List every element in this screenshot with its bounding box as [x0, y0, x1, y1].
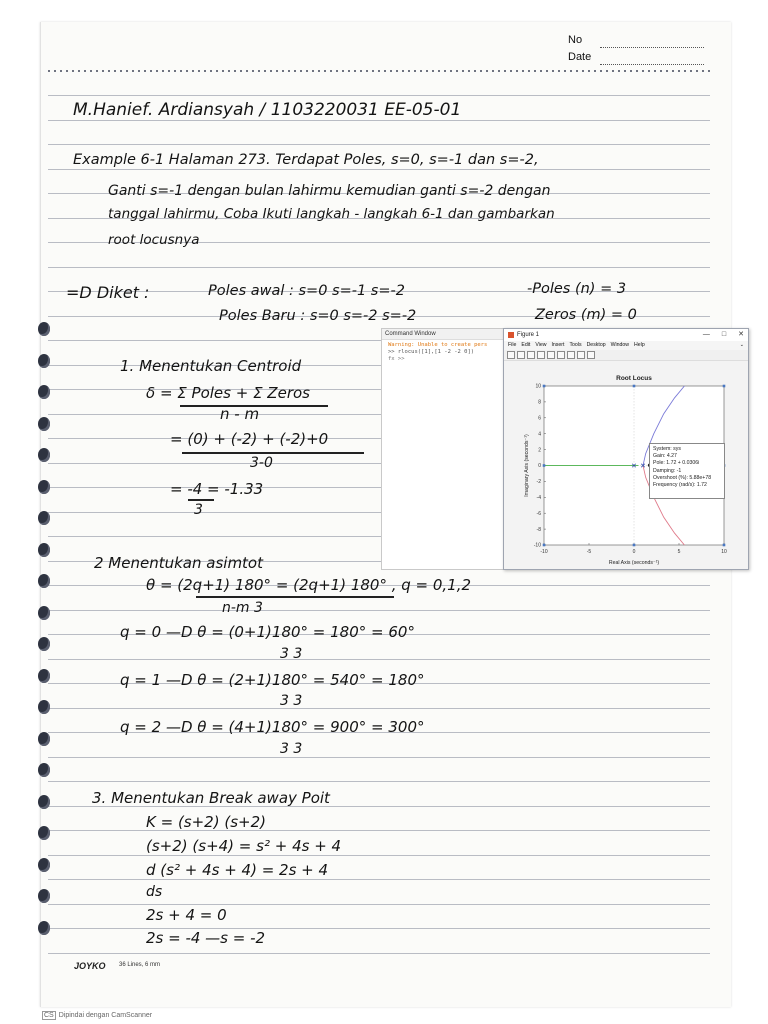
asymptote-q2-denominator: 3 3 [280, 741, 303, 757]
asymptote-q0: q = 0 —D θ = (0+1)180° = 180° = 60° [120, 623, 415, 641]
y-tick-label: 4 [538, 431, 541, 438]
centroid-result-denominator: 3 [194, 502, 203, 518]
camscanner-watermark [42, 1012, 152, 1019]
break-away-k: K = (s+2) (s+2) [146, 813, 266, 831]
centroid-denominator: n - m [220, 405, 260, 423]
notebook-spec: 36 Lines, 6 mm [119, 962, 161, 968]
y-tick-label: 8 [538, 399, 541, 406]
spiral-ring [38, 417, 50, 431]
y-axis-label: Imaginary Axis (seconds⁻¹) [524, 434, 530, 497]
ruled-line [48, 169, 710, 170]
asymptote-q1-denominator: 3 3 [280, 693, 303, 709]
datatip-gain: Gain: 4.27 [653, 453, 677, 460]
figure-window[interactable] [503, 328, 749, 570]
poles-baru: Poles Baru : s=0 s=-2 s=-2 [219, 308, 417, 324]
minimize-icon[interactable]: — [702, 331, 710, 338]
insert-colorbar-icon[interactable] [557, 351, 565, 359]
save-icon[interactable] [527, 351, 535, 359]
camscanner-logo: CS [44, 1012, 54, 1019]
x-tick-label: 0 [632, 549, 636, 555]
axes-handle [633, 544, 636, 547]
ruled-line [48, 879, 710, 880]
y-tick-label: 2 [538, 447, 541, 454]
figure-toolbar [504, 350, 748, 361]
menu-edit[interactable]: Edit [521, 342, 531, 348]
break-away-equation: 2s + 4 = 0 [146, 906, 227, 924]
datatip-damping: Damping: -1 [653, 467, 682, 474]
spiral-ring [38, 700, 50, 714]
ruled-line [48, 904, 710, 905]
ruled-line [48, 855, 710, 856]
fraction-bar [188, 499, 214, 501]
date-line [600, 64, 704, 66]
property-inspector-icon[interactable] [587, 351, 595, 359]
menu-help[interactable]: Help [634, 342, 645, 348]
zeros-count: Zeros (m) = 0 [535, 307, 637, 323]
menu-insert[interactable]: Insert [551, 342, 565, 348]
open-file-icon[interactable] [517, 351, 525, 359]
chevron-icon[interactable]: ⌄ [739, 342, 744, 348]
centroid-substitution: = (0) + (-2) + (-2)+0 [170, 430, 329, 448]
header-dotted-rule [48, 70, 710, 72]
example-line-3: tanggal lahirmu, Coba Ikuti langkah - langkah 6-1 dan gambarkan [108, 206, 555, 222]
figure-menubar [504, 341, 748, 350]
x-axis-label: Real Axis (seconds⁻¹) [608, 560, 660, 566]
name-line: M.Hanief. Ardiansyah / 1103220031 EE-05-01 [73, 100, 462, 120]
spiral-ring [38, 606, 50, 620]
ruled-line [48, 659, 710, 660]
y-tick-label: 6 [538, 415, 541, 422]
ruled-line [48, 757, 710, 758]
no-line [600, 47, 704, 49]
spiral-ring [38, 858, 50, 872]
centroid-formula: δ = Σ Poles + Σ Zeros [146, 384, 310, 402]
poles-count: -Poles (n) = 3 [527, 281, 627, 297]
step2-title: 2 Menentukan asimtot [94, 554, 263, 572]
axes-handle [633, 385, 636, 388]
menu-tools[interactable]: Tools [569, 342, 582, 348]
ruled-line [48, 144, 710, 145]
date-label: Date [568, 51, 592, 63]
fraction-bar [182, 452, 364, 454]
example-line-1: Example 6-1 Halaman 273. Terdapat Poles, s=0, s=-1 dan s=-2, [73, 152, 539, 168]
fraction-bar [196, 596, 394, 598]
command-warning: Warning: Unable to create pers [388, 342, 488, 348]
ruled-line [48, 120, 710, 121]
menu-desktop[interactable]: Desktop [586, 342, 606, 348]
spiral-ring [38, 637, 50, 651]
print-icon[interactable] [537, 351, 545, 359]
example-line-4: root locusnya [108, 232, 200, 248]
ruled-line [48, 953, 710, 954]
ruled-line [48, 708, 710, 709]
asymptote-q0-denominator: 3 3 [280, 646, 303, 662]
chart-title: Root Locus [616, 375, 652, 382]
axes-handle [543, 544, 546, 547]
axes-handle [723, 385, 726, 388]
spiral-ring [38, 889, 50, 903]
step3-title: 3. Menentukan Break away Poit [92, 789, 330, 807]
notebook-brand: JOYKO [74, 961, 106, 971]
datatip[interactable] [649, 443, 725, 499]
break-away-derivative: d (s² + 4s + 4) = 2s + 4 [146, 861, 329, 879]
root-locus-plot[interactable] [504, 361, 748, 569]
spiral-ring [38, 480, 50, 494]
y-tick-label: -8 [536, 526, 541, 533]
link-plot-icon[interactable] [547, 351, 555, 359]
step1-title: 1. Menentukan Centroid [120, 357, 302, 375]
menu-window[interactable]: Window [610, 342, 630, 348]
spiral-ring [38, 732, 50, 746]
maximize-icon[interactable]: □ [721, 331, 727, 338]
datatip-overshoot: Overshoot (%): 5.88e+78 [653, 474, 712, 481]
spiral-ring [38, 448, 50, 462]
y-tick-label: -4 [536, 495, 541, 501]
break-away-expansion: (s+2) (s+4) = s² + 4s + 4 [146, 837, 342, 855]
break-away-ds: ds [146, 884, 163, 900]
axes-handle [543, 385, 546, 388]
y-tick-label: -10 [533, 542, 541, 549]
spiral-ring [38, 354, 50, 368]
command-window-title: Command Window [382, 329, 504, 340]
break-away-solution: 2s = -4 —s = -2 [146, 929, 266, 947]
edit-plot-icon[interactable] [577, 351, 585, 359]
new-figure-icon[interactable] [507, 351, 515, 359]
spiral-ring [38, 322, 50, 336]
asymptote-denominator: n-m 3 [222, 600, 263, 616]
y-tick-label: -6 [536, 510, 541, 517]
axes-handle [543, 464, 546, 467]
ruled-line [48, 610, 710, 611]
spiral-ring [38, 669, 50, 683]
datatip-pole: Pole: 1.72 + 0.0306i [653, 460, 700, 467]
spiral-ring [38, 826, 50, 840]
spiral-ring [38, 543, 50, 557]
camscanner-text: Dipindai dengan CamScanner [58, 1012, 153, 1019]
x-tick-label: -10 [540, 549, 548, 555]
ruled-line [48, 781, 710, 782]
spiral-ring [38, 385, 50, 399]
axes-handle [723, 544, 726, 547]
x-tick-label: -5 [586, 549, 592, 555]
y-tick-label: 0 [538, 463, 541, 470]
ruled-line [48, 95, 710, 96]
asymptote-q1: q = 1 —D θ = (2+1)180° = 540° = 180° [120, 671, 425, 689]
asymptote-q2: q = 2 —D θ = (4+1)180° = 900° = 300° [120, 718, 425, 736]
centroid-result: = -4 = -1.33 [170, 480, 264, 498]
figure-titlebar[interactable] [504, 329, 748, 341]
spiral-ring [38, 921, 50, 935]
spiral-ring [38, 795, 50, 809]
spiral-ring [38, 763, 50, 777]
diket-label: =D Diket : [66, 283, 150, 302]
matlab-figure-icon [508, 332, 514, 338]
asymptote-formula: θ = (2q+1) 180° = (2q+1) 180° , q = 0,1,2 [146, 576, 472, 594]
close-icon[interactable]: ✕ [738, 331, 744, 338]
datatip-system: System: sys [653, 446, 681, 452]
command-window[interactable] [381, 328, 505, 570]
command-prompt[interactable]: fx >> [388, 356, 405, 362]
figure-title: Figure 1 [517, 332, 540, 338]
x-tick-label: 5 [677, 549, 681, 555]
y-tick-label: 10 [535, 383, 541, 390]
spiral-ring [38, 511, 50, 525]
ruled-line [48, 267, 710, 268]
no-label: No [568, 34, 583, 46]
spiral-ring [38, 574, 50, 588]
poles-awal: Poles awal : s=0 s=-1 s=-2 [208, 283, 405, 299]
menu-file[interactable]: File [508, 342, 517, 348]
command-rlocus: >> rlocus([1],[1 -2 -2 0]) [388, 349, 475, 355]
centroid-denominator-2: 3-0 [250, 455, 273, 471]
y-tick-label: -2 [536, 479, 541, 486]
menu-view[interactable]: View [535, 342, 547, 348]
insert-legend-icon[interactable] [567, 351, 575, 359]
example-line-2: Ganti s=-1 dengan bulan lahirmu kemudian ganti s=-2 dengan [108, 183, 551, 199]
datatip-frequency: Frequency (rad/s): 1.72 [653, 482, 707, 489]
x-tick-label: 10 [721, 549, 727, 555]
